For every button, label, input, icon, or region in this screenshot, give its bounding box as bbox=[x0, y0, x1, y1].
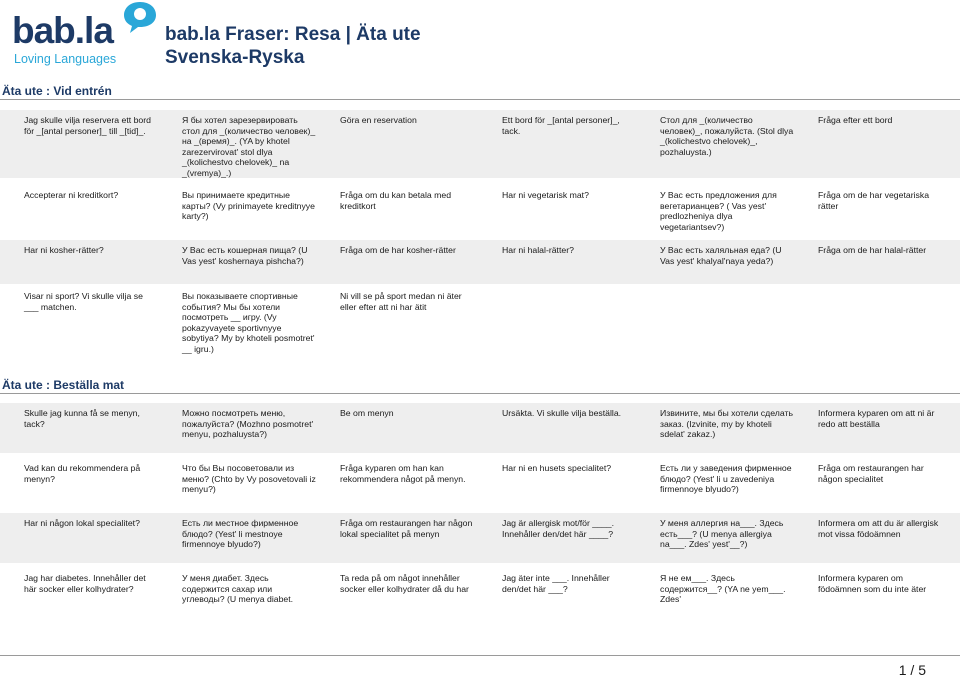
swedish-phrase: Jag är allergisk mot/för ____. Innehåller den/det här ____? bbox=[502, 518, 615, 539]
russian-phrase: Стол для _(количество человек)_, пожалуйста. (Stol dlya _(kolichestvo chelovek)_, pozhaluysta.) bbox=[660, 115, 794, 157]
swedish-phrase: Ursäkta. Vi skulle vilja beställa. bbox=[502, 408, 622, 418]
swedish-phrase: Har ni kosher-rätter? bbox=[24, 245, 104, 255]
phrase-row bbox=[0, 286, 960, 354]
russian-phrase: Есть ли у заведения фирменное блюдо? (Yest' li u zavedeniya firmennoye blyudo?) bbox=[660, 463, 792, 495]
phrase-usage: Fråga om de har kosher-rätter bbox=[340, 245, 456, 255]
swedish-phrase: Jag äter inte ___. Innehåller den/det här ___? bbox=[502, 573, 610, 594]
swedish-phrase: Jag skulle vilja reservera ett bord för _[antal personer]_ till _[tid]_. bbox=[24, 115, 151, 136]
speech-bubble-icon bbox=[122, 0, 158, 34]
russian-phrase: У меня диабет. Здесь содержится сахар или углеводы? (U menya diabet. bbox=[182, 573, 294, 605]
swedish-phrase: Ett bord för _[antal personer]_, tack. bbox=[502, 115, 620, 136]
phrase-usage: Göra en reservation bbox=[340, 115, 417, 125]
phrase-row bbox=[0, 110, 960, 178]
phrase-row bbox=[0, 568, 960, 612]
swedish-phrase: Skulle jag kunna få se menyn, tack? bbox=[24, 408, 140, 429]
phrase-row bbox=[0, 403, 960, 453]
russian-phrase: Вы принимаете кредитные карты? (Vy prinimayete kreditnyye karty?) bbox=[182, 190, 315, 222]
phrase-usage: Fråga om du kan betala med kreditkort bbox=[340, 190, 452, 211]
phrase-row bbox=[0, 185, 960, 235]
swedish-phrase: Har ni någon lokal specialitet? bbox=[24, 518, 140, 528]
russian-phrase: Что бы Вы посоветовали из меню? (Chto by Vy posovetovali iz menyu?) bbox=[182, 463, 316, 495]
logo-wordmark: bab.la bbox=[12, 10, 113, 51]
phrase-usage: Be om menyn bbox=[340, 408, 394, 418]
phrase-usage: Ta reda på om något innehåller socker eller kolhydrater då du har bbox=[340, 573, 469, 594]
phrase-usage: Fråga om restaurangen har någon lokal specialitet på menyn bbox=[340, 518, 473, 539]
title-line-2: Svenska-Ryska bbox=[165, 47, 305, 68]
section-heading: Äta ute : Vid entrén bbox=[0, 85, 960, 100]
phrase-usage: Ni vill se på sport medan ni äter eller efter att ni har ätit bbox=[340, 291, 462, 312]
russian-phrase: Вы показываете спортивные события? Мы бы хотели посмотреть __ игру. (Vy pokazyvayete sportivnyye sobytiya? My by khoteli posmotret' __ igru.) bbox=[182, 291, 315, 354]
phrase-usage: Fråga efter ett bord bbox=[818, 115, 893, 125]
title-line-1: bab.la Fraser: Resa | Äta ute bbox=[165, 24, 421, 45]
phrase-row bbox=[0, 513, 960, 563]
phrase-usage: Fråga om de har vegetariska rätter bbox=[818, 190, 930, 211]
swedish-phrase: Accepterar ni kreditkort? bbox=[24, 190, 119, 200]
swedish-phrase: Visar ni sport? Vi skulle vilja se ___ matchen. bbox=[24, 291, 143, 312]
swedish-phrase: Har ni en husets specialitet? bbox=[502, 463, 612, 473]
phrase-usage: Informera kyparen om att ni är redo att beställa bbox=[818, 408, 935, 429]
page-title bbox=[165, 23, 421, 69]
babla-logo[interactable] bbox=[12, 2, 152, 68]
russian-phrase: У Вас есть кошерная пища? (U Vas yest' koshernaya pishcha?) bbox=[182, 245, 308, 266]
swedish-phrase: Jag har diabetes. Innehåller det här socker eller kolhydrater? bbox=[24, 573, 146, 594]
swedish-phrase: Har ni halal-rätter? bbox=[502, 245, 574, 255]
phrase-row bbox=[0, 240, 960, 284]
phrase-usage: Fråga kyparen om han kan rekommendera något på menyn. bbox=[340, 463, 466, 484]
russian-phrase: Я бы хотел зарезервировать стол для _(количество человек)_ на _(время)_. (YA by khotel zarezervirovat' stol dlya _(kolichestvo chelovek)_ na _(vremya)_.) bbox=[182, 115, 316, 178]
phrase-usage: Fråga om de har halal-rätter bbox=[818, 245, 927, 255]
footer-divider bbox=[0, 655, 960, 656]
russian-phrase: Есть ли местное фирменное блюдо? (Yest' li mestnoye firmennoye blyudo?) bbox=[182, 518, 299, 550]
phrase-usage: Fråga om restaurangen har någon specialitet bbox=[818, 463, 924, 484]
swedish-phrase: Vad kan du rekommendera på menyn? bbox=[24, 463, 141, 484]
phrase-usage: Informera kyparen om födoämnen som du inte äter bbox=[818, 573, 927, 594]
phrase-row bbox=[0, 458, 960, 508]
phrase-usage: Informera om att du är allergisk mot vissa födoämnen bbox=[818, 518, 939, 539]
page-header bbox=[0, 0, 960, 80]
russian-phrase: У меня аллергия на___. Здесь есть___? (U menya allergiya na___. Zdes' yest'__?) bbox=[660, 518, 784, 550]
russian-phrase: Извините, мы бы хотели сделать заказ. (Izvinite, my by khoteli sdelat' zakaz.) bbox=[660, 408, 793, 440]
logo-tagline: Loving Languages bbox=[14, 52, 117, 66]
russian-phrase: Я не ем___. Здесь содержится__? (YA ne yem___. Zdes' bbox=[660, 573, 786, 605]
page-number: 1 / 5 bbox=[898, 662, 926, 678]
russian-phrase: У Вас есть халяльная еда? (U Vas yest' khalyal'naya yeda?) bbox=[660, 245, 782, 266]
swedish-phrase: Har ni vegetarisk mat? bbox=[502, 190, 589, 200]
russian-phrase: Можно посмотреть меню, пожалуйста? (Mozhno posmotret' menyu, pozhaluysta?) bbox=[182, 408, 314, 440]
russian-phrase: У Вас есть предложения для вегетарианцев? ( Vas yest' predlozheniya dlya vegetariantsev?) bbox=[660, 190, 777, 232]
section-heading: Äta ute : Beställa mat bbox=[0, 379, 960, 394]
